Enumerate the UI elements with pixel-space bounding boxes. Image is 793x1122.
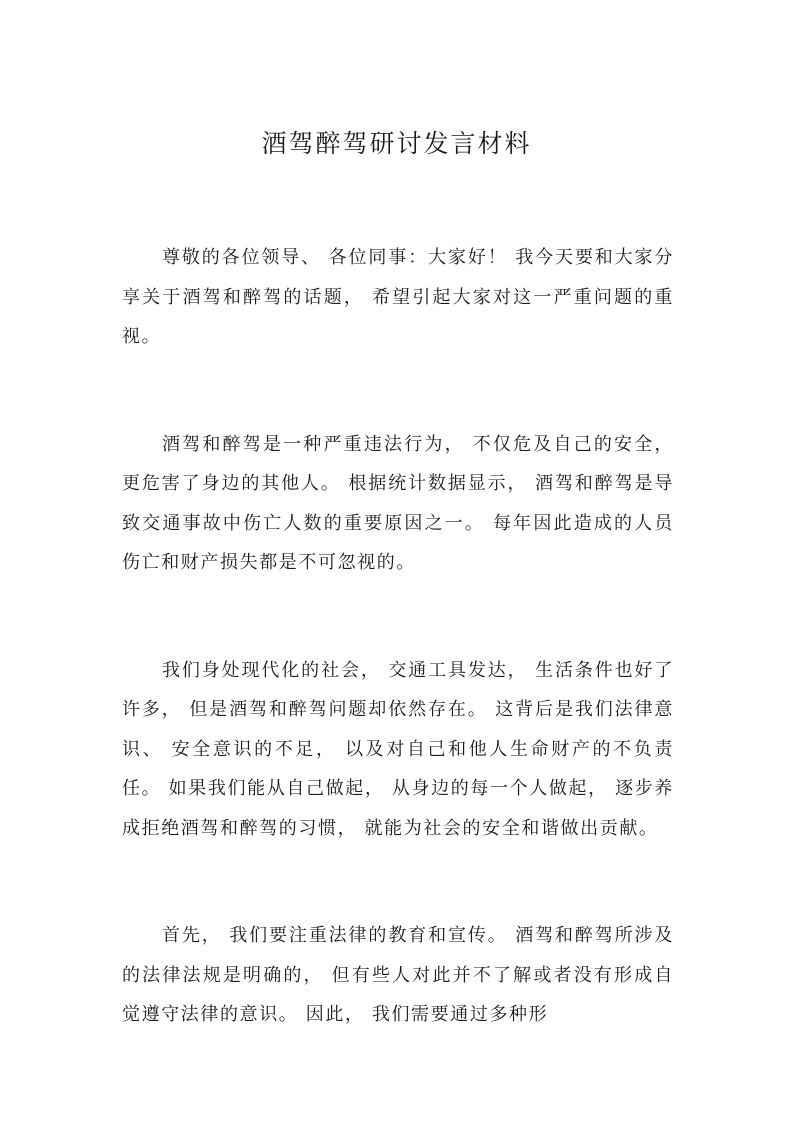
paragraph-society: 我们身处现代化的社会， 交通工具发达， 生活条件也好了许多， 但是酒驾和醉驾问题却依然存在。 这背后是我们法律意识、 安全意识的不足， 以及对自己和他人生命财产的不负责任。 如果我们能从自己做起， 从身边的每一个人做起， 逐步养成拒绝酒驾和醉驾的习惯， 就能为社会的安全和谐做出贡献。 [122,659,674,839]
document-body [122,238,674,1103]
paragraph-danger: 酒驾和醉驾是一种严重违法行为， 不仅危及自己的安全， 更危害了身边的其他人。 根据统计数据显示， 酒驾和醉驾是导致交通事故中伤亡人数的重要原因之一。 每年因此造成的人员伤亡和财产损失都是不可忽视的。 [122,433,674,573]
paragraph-greeting: 尊敬的各位领导、 各位同事：大家好！ 我今天要和大家分享关于酒驾和醉驾的话题， 希望引起大家对这一严重问题的重视。 [122,247,674,347]
paragraph-first-point: 首先， 我们要注重法律的教育和宣传。 酒驾和醉驾所涉及的法律法规是明确的， 但有些人对此并不了解或者没有形成自觉遵守法律的意识。 因此， 我们需要通过多种形 [122,925,674,1025]
document-title: 酒驾醉驾研讨发言材料 [261,129,532,158]
